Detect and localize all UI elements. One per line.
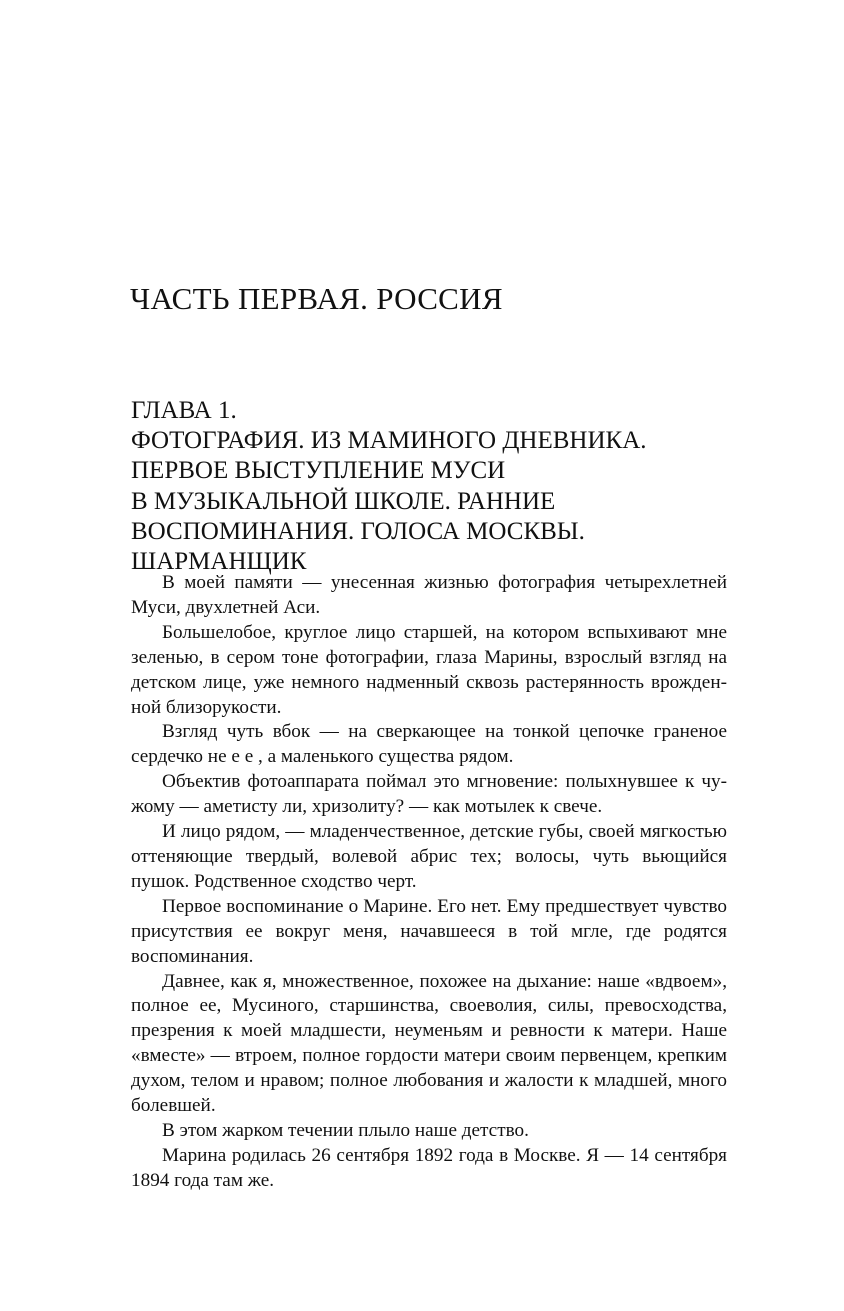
chapter-title-line: ШАРМАНЩИК (131, 548, 307, 576)
part-title: ЧАСТЬ ПЕРВАЯ. РОССИЯ (130, 281, 503, 316)
paragraph: Давнее, как я, множественное, похожее на дыхание: наше «вдвоем», полное ее, Мусиного, старшинства, своеволия, силы, превосходства, презрения к моей младшести, неуменьям и ревности к матери. Наше «вместе» — втроем, полное гордости матери своим первенцем, крепким духом, телом и нравом; полное любования и жалости к младшей, много болевшей. (131, 970, 727, 1117)
paragraph: И лицо рядом, — младенчественное, детские губы, своей мягкостью оттеняющие твердый, волевой абрис тех; волосы, чуть вьющийся пушок. Родственное сходство черт. (131, 821, 727, 892)
chapter-number: ГЛАВА 1. (131, 397, 237, 424)
paragraph: Большелобое, круглое лицо старшей, на котором вспыхивают мне зеленью, в сером тоне фотографии, глаза Марины, взрослый взгляд на детском лице, уже немного надменный сквозь растерянность врожденной близорукости. (131, 621, 727, 718)
paragraph: В моей памяти — унесенная жизнью фотография четырехлетней Муси, двухлетней Аси. (131, 572, 727, 618)
chapter-title-line: ВОСПОМИНАНИЯ. ГОЛОСА МОСКВЫ. (131, 517, 585, 545)
paragraph: Объектив фотоаппарата поймал это мгновение: полыхнувшее к чужому — аметисту ли, хризолиту? — как мотылек к свече. (131, 771, 727, 818)
chapter-title-line: ПЕРВОЕ ВЫСТУПЛЕНИЕ МУСИ (131, 457, 506, 485)
body-text (131, 571, 727, 1194)
chapter-heading (131, 396, 731, 577)
chapter-title-line: ФОТОГРАФИЯ. ИЗ МАМИНОГО ДНЕВНИКА. (131, 427, 647, 455)
paragraph: В этом жарком течении плыло наше детство. (162, 1119, 529, 1141)
paragraph: Взгляд чуть вбок — на сверкающее на тонкой цепочке граненое сердечко не е е , а маленького существа рядом. (131, 721, 727, 768)
chapter-title-line: В МУЗЫКАЛЬНОЙ ШКОЛЕ. РАННИЕ (131, 487, 556, 515)
paragraph: Марина родилась 26 сентября 1892 года в Москве. Я — 14 сентября 1894 года там же. (131, 1144, 727, 1191)
paragraph: Первое воспоминание о Марине. Его нет. Ему предшествует чувство присутствия ее вокруг меня, начавшееся в той мгле, где родятся воспоминания. (131, 895, 727, 967)
